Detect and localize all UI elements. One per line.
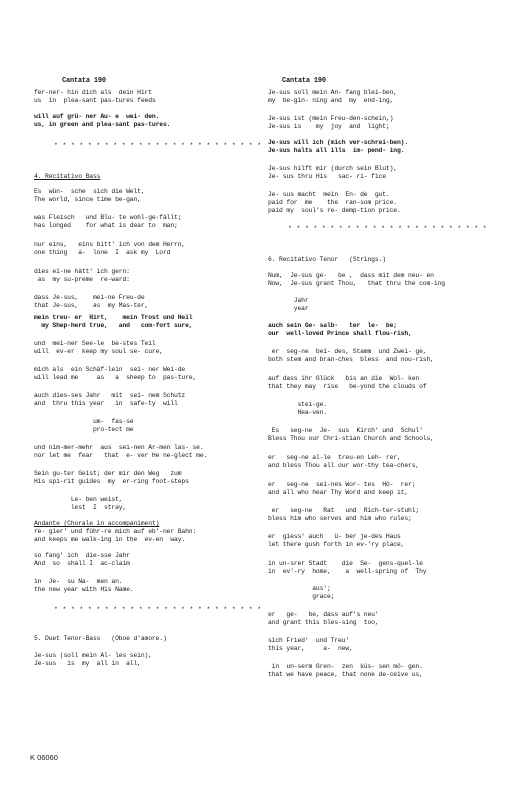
lyric-line: paid my soul's re- demp-tion price.	[268, 207, 401, 214]
lyric-line: Es wün- sche sich die Welt,	[34, 188, 145, 195]
section-divider: * * * * * * * * * * * * * * * * * * * * * * * *	[288, 225, 488, 232]
lyric-line: aus';	[268, 585, 331, 592]
lyric-line: Jahr	[268, 297, 309, 304]
section-divider: * * * * * * * * * * * * * * * * * * * * * * * * *	[54, 606, 262, 613]
lyric-line: will ev-er keep my soul se- cure,	[34, 348, 163, 355]
lyric-line: my be-gin- ning and my end-ing,	[268, 97, 394, 104]
lyric-line: us in plea-sant pas-tures feeds	[34, 97, 156, 104]
lyric-line: fer-ner- hin dich als dein Hirt	[34, 89, 152, 96]
lyric-line: paid for me the ran-som price.	[268, 199, 397, 206]
lyric-line: Je-sus halts all ills im- pend- ing.	[268, 147, 405, 154]
lyric-line: um- fas-se	[34, 418, 134, 425]
lyric-line: and all who hear Thy Word and keep it,	[268, 489, 409, 496]
lyric-line: Now, Je-sus grant Thou, that thru the com-ing	[268, 280, 445, 287]
lyric-line: Je-sus ist (mein Freu-den-schein,)	[268, 115, 394, 122]
lyric-line: Je-sus soll mein An- fang blei-ben,	[268, 89, 397, 96]
lyric-line: one thing a- lone I ask my Lord	[34, 249, 171, 256]
lyric-line: His spi-rit guides my er-ring foot-steps	[34, 478, 189, 485]
lyric-line: us, in green and plea-sant pas-tures.	[34, 121, 171, 128]
lyric-line: 4. Recitativo Bass	[34, 173, 101, 180]
lyric-line: and bless Thou all our wor-thy tea-chers,	[268, 462, 420, 469]
lyric-line: nur eins, eins bitt' ich von dem Herrn,	[34, 241, 186, 248]
lyric-line: The world, since time be-gan,	[34, 196, 141, 203]
lyric-line: let there gush forth in ev-'ry place,	[268, 541, 405, 548]
lyric-line: re- gier' und führ-re mich auf eb'-ner Bahn:	[34, 528, 197, 535]
lyric-line: auch dies-ses Jahr mit sei- nem Schutz	[34, 392, 186, 399]
lyric-line: and grant this bles-sing too,	[268, 619, 379, 626]
catalog-number: K 06060	[30, 753, 58, 762]
lyric-line: the new year with His Name.	[34, 586, 134, 593]
lyric-line: Es seg-ne Je- sus Kirch' und Schul'	[268, 427, 423, 434]
lyric-line: lest I stray,	[34, 504, 127, 511]
lyric-line: pro-tect me	[34, 426, 134, 433]
lyric-line: Je- sus thru His sac- ri- fice	[268, 173, 386, 180]
lyric-line: that they may rise be-yond the clouds of	[268, 383, 427, 390]
lyric-line: nor let me fear that e- ver He ne-glect me.	[34, 452, 208, 459]
lyric-line: grace;	[268, 593, 335, 600]
lyric-line: mich als ein Schäf-lein sei- ner Wei-de	[34, 366, 186, 373]
lyric-line: in ev'-ry home, a well-spring of Thy	[268, 568, 427, 575]
lyric-line: both stem and bran-ches bless and nou-rish,	[268, 356, 434, 363]
lyric-line: my Shep-herd true, and com-fort sure,	[34, 322, 193, 329]
lyric-line: 5. Duet Tenor-Bass (Oboe d'amore.)	[34, 635, 167, 642]
lyric-line: Je-sus will ich (mich ver-schrei-ben).	[268, 139, 409, 146]
lyric-line: and keeps me walk-ing in the ev-en way.	[34, 536, 186, 543]
lyric-line: er seg-ne Rat und Rich-ter-stuhl;	[268, 507, 420, 514]
lyric-line: und mei-ner See-le be-stes Teil	[34, 340, 156, 347]
lyric-line: bless him who serves and him who rules;	[268, 515, 412, 522]
lyric-line: that we have peace, that none de-ceive us,	[268, 671, 423, 678]
lyric-line: our well-loved Prince shall flou-rish,	[268, 330, 412, 337]
section-divider: * * * * * * * * * * * * * * * * * * * * * * * * *	[54, 142, 262, 149]
lyric-line: 6. Recitativo Tenor (Strings.)	[268, 256, 386, 263]
lyric-line: Andante (Chorale in accompaniment)	[34, 520, 160, 527]
lyric-line: was Fleisch und Blu- te wohl-ge-fällt;	[34, 214, 182, 221]
lyric-line: auf dass ihr Glück bis an die Wol- ken	[268, 375, 420, 382]
lyric-line: Je- sus macht mein En- de gut.	[268, 191, 390, 198]
lyric-line: Hea-ven.	[268, 409, 327, 416]
lyric-line: stei-ge.	[268, 401, 327, 408]
lyric-line: as my su-preme re-ward:	[34, 276, 130, 283]
lyric-line: this year, a- new,	[268, 645, 353, 652]
lyric-line: And so shall I ac-claim	[34, 560, 130, 567]
lyric-line: sich Fried' und Treu'	[268, 637, 350, 644]
lyric-line: er seg-ne al-le treu-en Leh- rer,	[268, 454, 401, 461]
lyric-line: auch sein Ge- salb- ter le- be;	[268, 322, 397, 329]
lyric-line: in Je- su Na- men an.	[34, 578, 123, 585]
lyric-line: dies ei-ne hätt' ich gern:	[34, 268, 130, 275]
lyric-line: in un-srer Stadt die Se- gens-quel-le	[268, 560, 423, 567]
lyric-line: Bless Thou our Chri-stian Church and Schools,	[268, 435, 434, 442]
lyric-line: dass Je-sus, mei-ne Freu-de	[34, 294, 145, 301]
page-header: Cantata 190	[282, 77, 326, 85]
lyric-line: will lead me as a sheep to pas-ture,	[34, 374, 197, 381]
lyric-line: Je-sus is my joy and light;	[268, 123, 390, 130]
lyric-line: Le- ben weist,	[34, 496, 123, 503]
lyric-line: has longed for what is dear to man;	[34, 222, 178, 229]
lyric-line: Je-sus is my all in all,	[34, 660, 141, 667]
lyric-line: Je-sus hilft mir (durch sein Blut),	[268, 165, 397, 172]
lyric-line: so fang' ich die-sse Jahr	[34, 552, 130, 559]
page-header: Cantata 190	[62, 77, 106, 85]
lyric-line: mein treu- er Hirt, mein Trost und Heil	[34, 314, 193, 321]
lyric-line: that Je-sus, as my Mas-ter,	[34, 302, 149, 309]
lyric-line: Je-sus (soll mein Al- les sein),	[34, 652, 152, 659]
lyric-line: und nim-mer-mehr aus sei-nen Ar-men las- se.	[34, 444, 204, 451]
lyric-line: in un-serm Gren- zen küs- sen mö- gen.	[268, 663, 423, 670]
lyric-line: Num, Je-sus ge- be , dass mit dem neu- en	[268, 272, 434, 279]
lyric-line: er seg-ne bei- des, Stamm und Zwei- ge,	[268, 348, 427, 355]
lyric-line: Sein gu-ter Geist; der mir den Weg zum	[34, 470, 182, 477]
lyric-line: and thru this year in safe-ty will	[34, 400, 178, 407]
lyric-line: will auf grü- ner Au- e wei- den.	[34, 113, 160, 120]
lyric-line: er seg-ne sei-nes Wor- tes Hö- rer;	[268, 481, 416, 488]
lyric-line: er ge- be, dass auf's neu'	[268, 611, 379, 618]
lyric-line: er giess' auch ü- ber je-des Haus	[268, 533, 401, 540]
lyric-line: year	[268, 305, 309, 312]
